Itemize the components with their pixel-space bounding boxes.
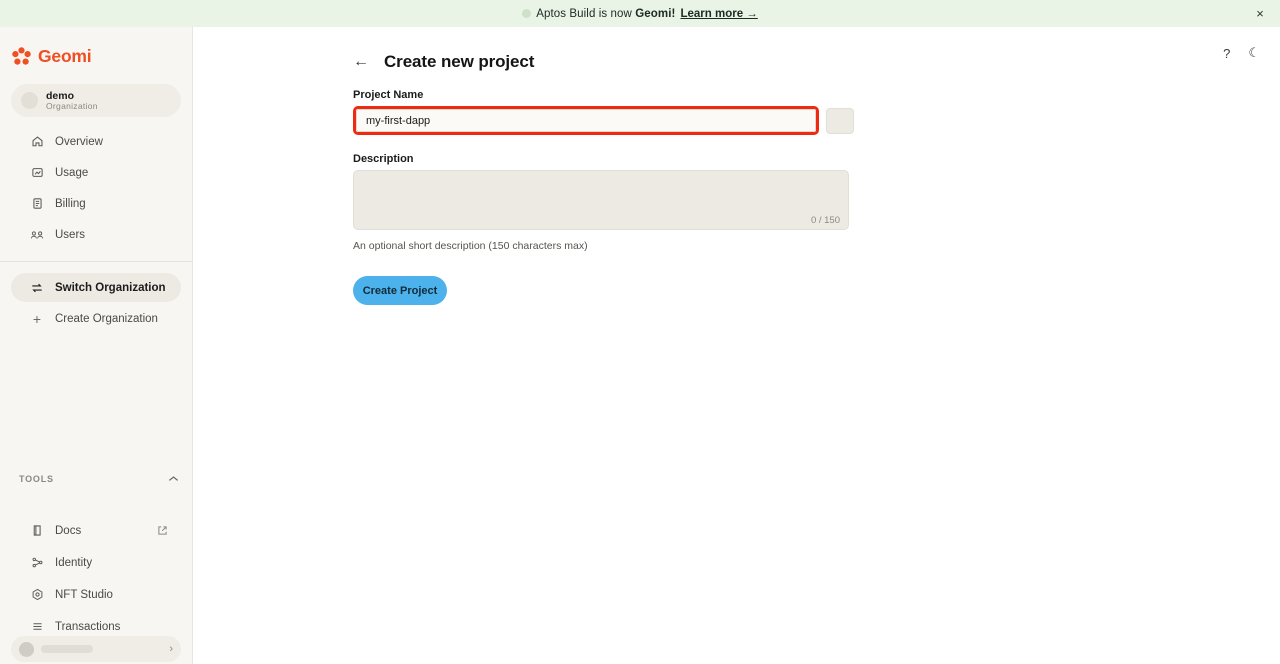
sidebar-item-create-organization[interactable] [11, 304, 181, 333]
sidebar-nav [0, 127, 192, 249]
sidebar-item-label: Docs [55, 524, 82, 537]
banner-text [536, 8, 675, 20]
sidebar-item-usage[interactable] [11, 158, 181, 187]
project-name-input[interactable] [356, 109, 816, 132]
help-icon[interactable]: ? [1223, 45, 1231, 61]
project-name-side-button[interactable] [826, 108, 854, 134]
dark-mode-icon[interactable]: ☾ [1248, 45, 1260, 60]
org-subtitle: Organization [46, 100, 98, 111]
main-content [193, 27, 1280, 664]
description-wrapper [353, 170, 849, 230]
sidebar-item-label: NFT Studio [55, 588, 113, 601]
sidebar-item-label: Overview [55, 135, 103, 148]
description-counter: 0 / 150 [810, 215, 840, 226]
external-link-icon [157, 525, 168, 536]
page-header [193, 27, 1280, 79]
header-actions [1223, 45, 1260, 61]
description-help-text: An optional short description (150 characters max) [353, 240, 588, 252]
banner-brand: Geomi! [635, 7, 676, 20]
sparkle-icon [522, 9, 531, 18]
description-textarea[interactable] [353, 170, 849, 230]
chevron-right-icon: › [169, 643, 173, 655]
sidebar-item-label: Billing [55, 197, 86, 210]
sidebar-item-label: Transactions [55, 620, 121, 633]
brand[interactable] [0, 27, 192, 71]
sidebar-item-identity[interactable] [11, 548, 182, 577]
users-icon [30, 228, 44, 242]
home-icon [30, 135, 44, 149]
user-account-pill[interactable] [11, 636, 181, 662]
plus-icon: + [32, 310, 42, 327]
geomi-flower-logo [12, 47, 31, 66]
tools-list [0, 513, 193, 644]
sidebar-divider [0, 261, 192, 262]
receipt-icon [30, 197, 44, 211]
announcement-banner [0, 0, 1280, 27]
project-name-highlight [353, 106, 819, 135]
tools-section-header[interactable] [0, 469, 193, 489]
project-name-row [353, 106, 1280, 135]
nft-icon [30, 588, 44, 602]
sidebar-item-docs[interactable] [11, 516, 182, 545]
sidebar-item-label: Create Organization [55, 312, 158, 325]
sidebar-item-switch-organization[interactable] [11, 273, 181, 302]
list-icon [30, 620, 44, 634]
sidebar-item-users[interactable] [11, 220, 181, 249]
tools-label: TOOLS [19, 474, 54, 484]
sidebar [0, 27, 193, 664]
create-project-button[interactable]: Create Project [353, 276, 447, 305]
sidebar-item-label: Usage [55, 166, 89, 179]
create-project-form [193, 79, 1280, 305]
avatar [19, 642, 34, 657]
sidebar-item-label: Users [55, 228, 86, 241]
page-title: Create new project [384, 51, 535, 71]
chevron-up-icon[interactable] [168, 475, 179, 483]
sidebar-item-billing[interactable] [11, 189, 181, 218]
sidebar-item-label: Switch Organization [55, 281, 166, 294]
organization-selector[interactable] [11, 84, 181, 117]
project-name-label: Project Name [353, 89, 424, 101]
book-icon [30, 524, 44, 538]
user-name-placeholder [41, 645, 93, 653]
brand-name: Geomi [38, 45, 92, 66]
banner-text-before: Aptos Build is now [536, 7, 636, 20]
sidebar-item-overview[interactable] [11, 127, 181, 156]
switch-icon [30, 281, 44, 295]
banner-learn-more-link[interactable]: Learn more → [680, 7, 758, 20]
org-name: demo [46, 89, 75, 102]
org-avatar [21, 92, 38, 109]
description-label: Description [353, 153, 414, 165]
chart-icon [30, 166, 44, 180]
sidebar-item-label: Identity [55, 556, 93, 569]
identity-icon [30, 556, 44, 570]
sidebar-item-nft-studio[interactable] [11, 580, 182, 609]
back-arrow-icon[interactable]: ← [353, 52, 369, 70]
close-icon[interactable]: × [1256, 6, 1264, 21]
